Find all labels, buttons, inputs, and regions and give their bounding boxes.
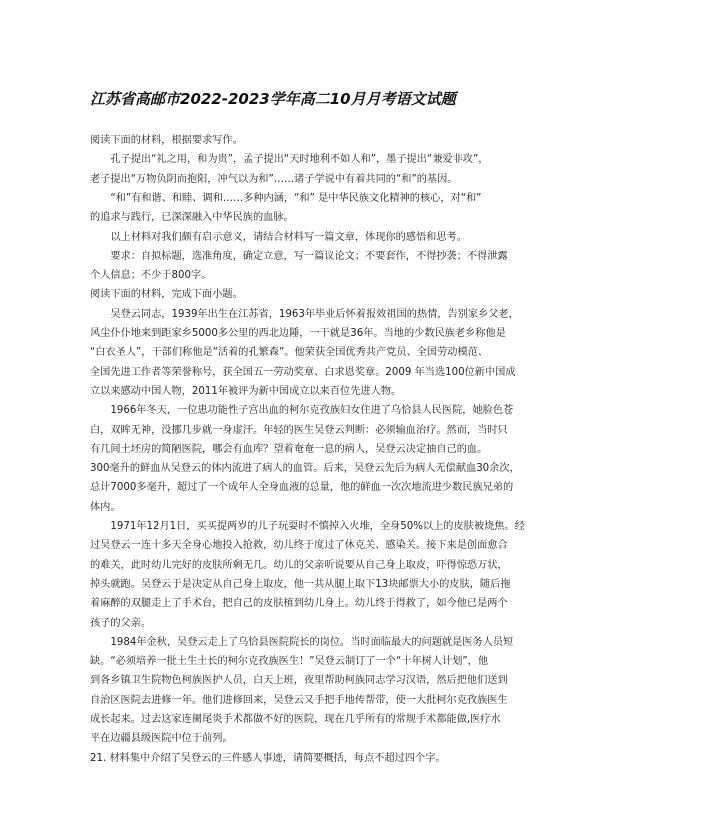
- text-line: 孩子的父亲。: [90, 617, 152, 629]
- text-line: 着麻醉的双腿走上了手术台，把自己的皮肤植到幼儿身上。幼儿终于得救了，如今他已是两个: [90, 598, 508, 610]
- text-line: 阅读下面的材料，根据要求写作。: [90, 135, 243, 146]
- text-line: 要求：自拟标题，选准角度，确定立意，写一篇议论文；不要套作，不得抄袭；不得泄露: [90, 250, 508, 262]
- text-line: 阅读下面的材料，完成下面小题。: [90, 289, 243, 301]
- text-line: 缺。“必须培养一批土生土长的柯尔克孜族医生！”吴登云制订了一个“十年树人计划”，他: [90, 656, 489, 668]
- text-line: 到各乡镇卫生院物色柯族医护人员，白天上班，夜里帮助柯族同志学习汉语，然后把他们送到: [90, 675, 508, 687]
- text-line: 孔子提出“礼之用，和为贵”，孟子提出“天时地利不如人和”，墨子提出“兼爱非攻”，: [90, 154, 489, 166]
- text-line: 过吴登云一连十多天全身心地投入抢救，幼儿终于度过了休克关、感染关。接下来是创面愈合: [90, 540, 508, 552]
- text-line: “和”有和谐、和睦、调和……多种内涵，“和” 是中华民族文化精神的核心，对“和”: [90, 192, 482, 204]
- text-line: 平在边疆县级医院中位于前列。: [90, 733, 233, 745]
- text-line: 掉头就跑。吴登云于是决定从自己身上取皮，他一共从腿上取下13块邮票大小的皮肤，随后拖: [90, 578, 511, 590]
- text-line: 1966年冬天，一位患功能性子宫出血的柯尔克孜族妇女住进了乌恰县人民医院，她脸色苍: [90, 405, 514, 417]
- text-line: 的追求与践行，已深深融入中华民族的血脉。: [90, 212, 294, 224]
- text-line: 1971年12月1日，买买提两岁的儿子玩耍时不慎掉入火堆，全身50%以上的皮肤被烧焦。经: [90, 521, 525, 532]
- text-line: 吴登云同志，1939年出生在江苏省，1963年毕业后怀着报效祖国的热情，告别家乡父老，: [90, 308, 519, 320]
- text-line: 白，双眸无神，没挪几步就一身虚汗。年轻的医生吴登云判断：必须输血治疗。然而，当时只: [90, 424, 508, 436]
- document-title: 江苏省高邮市2022-2023学年高二10月月考语文试题: [90, 90, 456, 108]
- text-line: 老子提出“万物负阴而抱阳，冲气以为和”……诸子学说中有着共同的“和”的基因。: [90, 173, 458, 185]
- text-line: 1984年金秋，吴登云走上了乌恰县医院院长的岗位。当时面临最大的问题就是医务人员短: [90, 636, 514, 648]
- text-line: 总计7000多毫升，超过了一个成年人全身血液的总量，他的鲜血一次次地流进少数民族兄弟的: [90, 482, 514, 494]
- text-line: 个人信息；不少于800字。: [90, 270, 212, 282]
- text-line: 风尘仆仆地来到距家乡5000多公里的西北边陲，一干就是36年。当地的少数民族老乡称他是: [90, 328, 506, 339]
- text-line: 自治区医院去进修一年。他们进修回来，吴登云又手把手地传帮带，使一大批柯尔克孜族医生: [90, 694, 508, 706]
- text-line: 成长起来。过去这家连阑尾炎手术都做不好的医院，现在几乎所有的常规手术都能做,医疗水: [90, 714, 501, 725]
- text-line: 立以来感动中国人物，2011年被评为新中国成立以来百位先进人物。: [90, 385, 402, 397]
- text-line: 有几间土坯房的简陋医院，哪会有血库？望着奄奄一息的病人，吴登云决定抽自己的血。: [90, 443, 488, 455]
- text-line: 的难关，此时幼儿完好的皮肤所剩无几。幼儿的父亲听说要从自己身上取皮，吓得惊恐万状，: [90, 559, 508, 571]
- text-line: “白衣圣人”，干部们称他是“活着的孔繁森”。他荣获全国优秀共产党员、全国劳动模范、: [90, 347, 489, 359]
- text-line: 以上材料对我们颇有启示意义，请结合材料写一篇文章，体现你的感悟和思考。: [90, 231, 467, 243]
- text-line: 体内。: [90, 501, 121, 513]
- text-line: 全国先进工作者等荣誉称号，获全国五一劳动奖章、白求恩奖章。2009 年当选100位新中国成: [90, 366, 516, 378]
- text-line: 300毫升的鲜血从吴登云的体内流进了病人的血管。后来，吴登云先后为病人无偿献血30余次，: [90, 463, 520, 475]
- text-line: 21. 材料集中介绍了吴登云的三件感人事迹，请简要概括，每点不超过四个字。: [90, 752, 446, 764]
